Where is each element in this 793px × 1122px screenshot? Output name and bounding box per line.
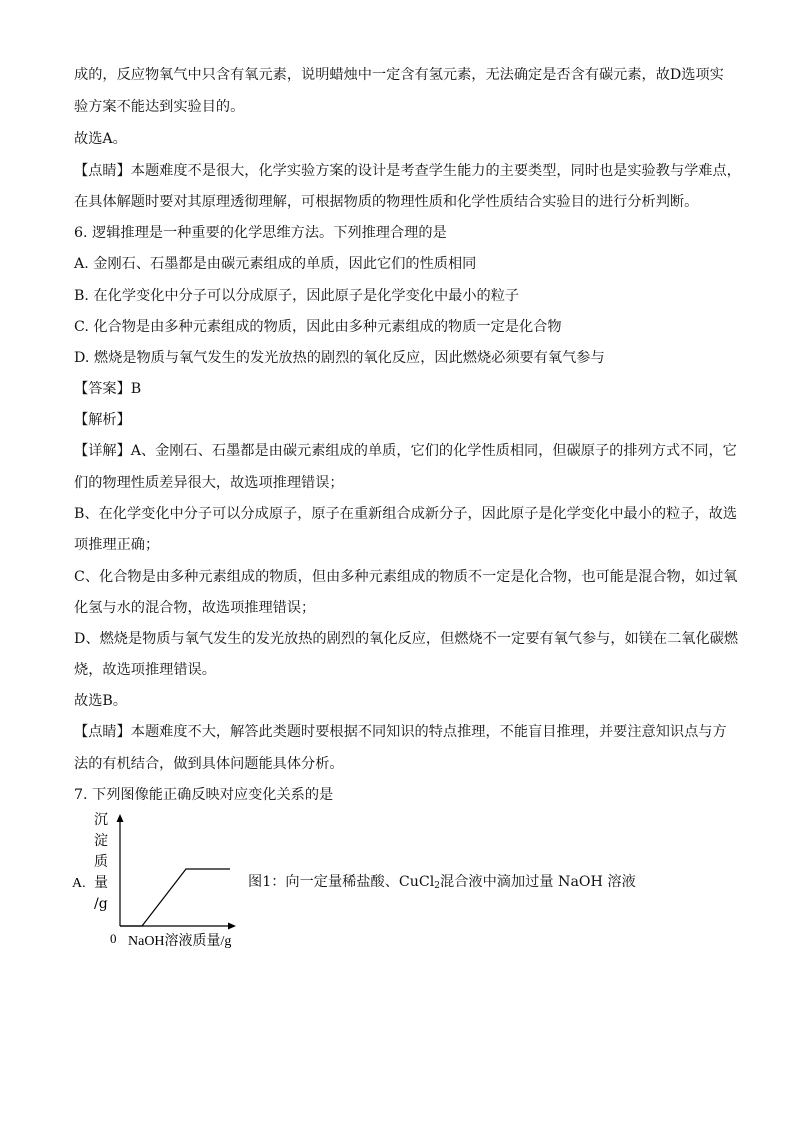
caption-post: 混合液中滴加过量 NaOH 溶液 bbox=[440, 874, 636, 890]
detail-line-1: 【详解】A、金刚石、石墨都是由碳元素组成的单质，它们的化学性质相同，但碳原子的排列方式不同，它 bbox=[74, 443, 737, 459]
detail-line-3: B、在化学变化中分子可以分成原子，原子在重新组合成新分子，因此原子是化学变化中最小的粒子，故选 bbox=[74, 506, 738, 522]
answer-label: 【答案】B bbox=[74, 381, 142, 397]
origin-label: 0 bbox=[110, 931, 117, 946]
line-3: 故选A。 bbox=[74, 131, 127, 147]
caption-sub: 2 bbox=[434, 881, 441, 891]
question-7: 7. 下列图像能正确反映对应变化关系的是 bbox=[74, 787, 334, 803]
option-a-label: A. bbox=[72, 876, 86, 891]
y-label-char-2: 淀 bbox=[94, 833, 108, 849]
detail-line-5: C、化合物是由多种元素组成的物质，但由多种元素组成的物质不一定是化合物，也可能是混合物，如过氧 bbox=[74, 569, 738, 585]
option-6c: C. 化合物是由多种元素组成的物质，因此由多种元素组成的物质一定是化合物 bbox=[74, 319, 562, 335]
y-axis-arrow bbox=[117, 814, 124, 822]
series-line bbox=[120, 869, 230, 926]
detail-line-4: 项推理正确； bbox=[74, 537, 160, 553]
line-1: 成的，反应物氧气中只含有氧元素，说明蜡烛中一定含有氢元素，无法确定是否含有碳元素，故D选项实 bbox=[74, 67, 724, 83]
comment-line-1: 【点睛】本题难度不大，解答此类题时要根据不同知识的特点推理，不能盲目推理，并要注意知识点与方 bbox=[74, 724, 727, 740]
x-axis-label: NaOH溶液质量/g bbox=[128, 934, 232, 949]
option-6b: B. 在化学变化中分子可以分成原子，因此原子是化学变化中最小的粒子 bbox=[74, 288, 520, 304]
x-axis-arrow bbox=[228, 923, 236, 930]
detail-line-7: D、燃烧是物质与氧气发生的发光放热的剧烈的氧化反应，但燃烧不一定要有氧气参与，如镁在二氧化碳燃 bbox=[74, 631, 739, 647]
detail-line-8: 烧，故选项推理错误。 bbox=[74, 662, 216, 678]
caption-pre: 图1：向一定量稀盐酸、CuCl bbox=[248, 874, 435, 890]
y-label-char-1: 沉 bbox=[94, 812, 108, 828]
line-5: 在具体解题时要对其原理透彻理解，可根据物质的物理性质和化学性质结合实验目的进行分析判断。 bbox=[74, 194, 699, 210]
option-6a: A. 金刚石、石墨都是由碳元素组成的单质，因此它们的性质相同 bbox=[74, 256, 477, 272]
y-label-char-4: 量 bbox=[94, 875, 108, 891]
line-2: 验方案不能达到实验目的。 bbox=[74, 99, 245, 115]
y-label-char-3: 质 bbox=[94, 854, 108, 870]
y-axis-label bbox=[94, 812, 108, 912]
figure-caption bbox=[248, 872, 636, 896]
comment-line-2: 法的有机结合，做到具体问题能具体分析。 bbox=[74, 756, 344, 772]
option-6d: D. 燃烧是物质与氧气发生的发光放热的剧烈的氧化反应，因此燃烧必须要有氧气参与 bbox=[74, 350, 605, 366]
analysis-label: 【解析】 bbox=[74, 412, 131, 428]
y-label-char-5: /g bbox=[94, 896, 108, 912]
choose-b: 故选B。 bbox=[74, 693, 127, 709]
detail-line-2: 们的物理性质差异很大，故选项推理错误； bbox=[74, 475, 344, 491]
question-6: 6. 逻辑推理是一种重要的化学思维方法。下列推理合理的是 bbox=[74, 225, 447, 241]
line-4: 【点睛】本题难度不是很大，化学实验方案的设计是考查学生能力的主要类型，同时也是实验教与学难点， bbox=[74, 163, 741, 179]
detail-line-6: 化氢与水的混合物，故选项推理错误； bbox=[74, 600, 316, 616]
precipitate-chart bbox=[70, 806, 270, 956]
